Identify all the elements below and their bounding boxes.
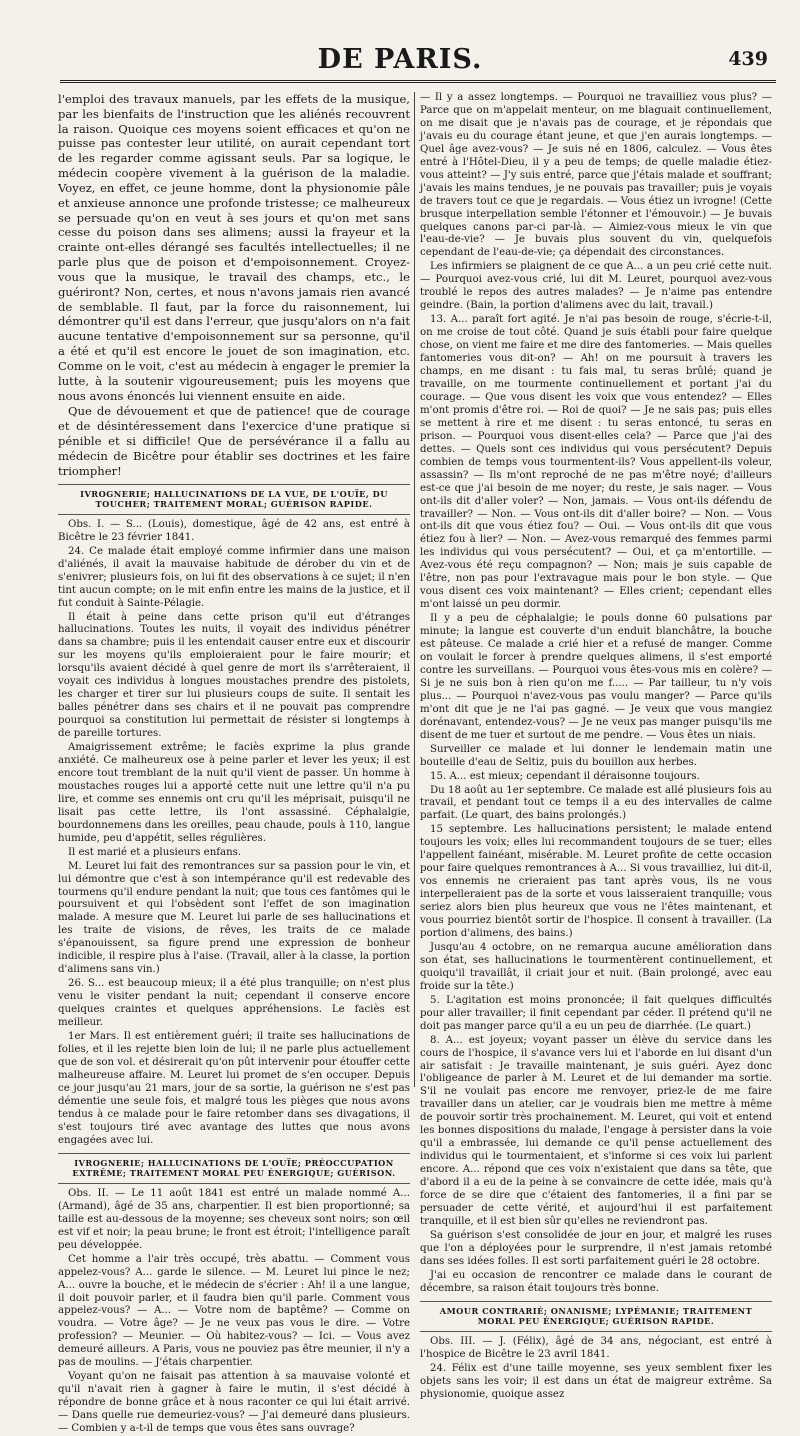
observation-paragraph: 13. A... paraît fort agité. Je n'ai pas besoin de rouge, s'écrie-t-il, on me croise de tout côté. Quand je suis établi pour faire quelque chose, on vient me faire et me dire des fantomeries. — Mais quelles fantomeries vous dit-on? — Ah! on me poursuit à travers les champs, en me disant : tu fais mal, tu seras brûlé; quand je travaille, on me tourmente continuellement et portant j'ai du courage. — Que vous disent les voix que vous entendez? — Elles m'ont promis d'être roi. — Roi de quoi? — Je ne sais pas; puis elles se mettent à rire et me disent : tu seras entoncé, tu seras en prison. — Pourquoi vous disent-elles cela? — Parce que j'ai des dettes. — Quels sont ces individus qui vous persécutent? Depuis combien de temps vous tourmentent-ils? Vous appellent-ils voleur, assassin? — Ils m'ont reproché de ne pas m'être noyé; d'ailleurs est-ce que j'ai besoin de me noyer; du reste, je sais nager. — Vous ont-ils dit d'aller voler? — Non, jamais. — Vous ont-ils défendu de travailler? — Non. — Vous ont-ils dit d'aller boire? — Non. — Vous ont-ils dit que vous étiez fou? — Oui. — Vous ont-ils dit que vous étiez fou à lier? — Non. — Avez-vous remarqué des femmes parmi les individus qui vous persécutent? — Oui, et ça m'entortille. — Avez-vous été reçu compagnon? — Non; mais je suis capable de l'être, non pas pour l'extravague mais pour le bon style. — Que vous disent ces voix maintenant? — Elles crient; cependant elles m'ont laissé un peu dormir. [420, 314, 772, 611]
observation-paragraph: 1er Mars. Il est entièrement guéri; il traite ses hallucinations de folies, et il les rejette bien loin de lui; il ne parle plus actuellement que de son vol. et désirerait qu'on pût intervenir pour étouffer cette malheureuse affaire. M. Leuret lui promet de s'en occuper. Depuis ce jour jusqu'au 21 mars, jour de sa sortie, la guérison ne s'est pas démentie une seule fois, et malgré tous les pièges que nous avons tendus à ce malade pour le faire retomber dans ses divagations, il s'est toujours tiré avec avantage des luttes que nous avons engagées avec lui. [58, 1031, 410, 1146]
section-heading: AMOUR CONTRARIÉ; ONANISME; LYPÉMANIE; TRAITEMENT MORAL PEU ÉNERGIQUE; GUÉRISON RAPIDE. [420, 1301, 772, 1332]
right-column [420, 92, 772, 1400]
observation-paragraph: Jusqu'au 4 octobre, on ne remarqua aucune amélioration dans son état, ses hallucinations le tourmentèrent continuellement, et quoiqu'il travaillât, il criait jour et nuit. (Bain prolongé, avec eau froide sur la tête.) [420, 941, 772, 992]
observation-paragraph: Voyant qu'on ne faisait pas attention à sa mauvaise volonté et qu'il n'avait rien à gagner à faire le mutin, il s'est décidé à répondre de bonne grâce et à nous raconter ce qui lui était arrivé. — Dans quelle rue demeuriez-vous? — J'ai demeuré dans plusieurs. — Combien y a-t-il de temps que vous êtes sans ouvrage? [58, 1371, 410, 1435]
masthead-title: DE PARIS. [317, 44, 483, 75]
left-column [58, 92, 410, 1435]
intro-paragraph: l'emploi des travaux manuels, par les effets de la musique, par les bienfaits de l'instruction que les aliénés recouvrent la raison. Quoique ces moyens soient efficaces et qu'on ne puisse pas contester leur utilité, on aurait cependant tort de les regarder comme agissant seuls. Par sa logique, le médecin coopère vivement à la guérison de la maladie. Voyez, en effet, ce jeune homme, dont la physionomie pâle et anxieuse annonce une profonde tristesse; ce malheureux se persuade qu'on en veut à ses jours et qu'on met sans cesse du poison dans ses alimens; aussi la frayeur et la crainte ont-elles dérangé ses facultés intellectuelles; il ne parle plus que de poison et d'empoisonnement. Croyez-vous que la musique, le travail des champs, etc., le guériront? Non, certes, et nous n'avons jamais rien avancé de semblable. Il faut, par la force du raisonnement, lui démontrer qu'il est dans l'erreur, que jusqu'alors on n'a fait aucune tentative d'empoisonnement sur sa personne, qu'il a été et qu'il est encore le jouet de son imagination, etc. Comme on le voit, c'est au médecin à engager le premier la lutte, à la soutenir vigoureusement; puis les moyens que nous avons énoncés lui viennent ensuite en aide. [58, 92, 410, 403]
observation-paragraph: Du 18 août au 1er septembre. Ce malade est allé plusieurs fois au travail, et pendant tout ce temps il a eu des intervalles de calme parfait. (Le quart, des bains prolongés.) [420, 784, 772, 822]
observation-paragraph: 24. Félix est d'une taille moyenne, ses yeux semblent fixer les objets sans les voir; il est dans un état de maigreur extrême. Sa physionomie, quoique assez [420, 1362, 772, 1400]
observation-paragraph: Obs. II. — Le 11 août 1841 est entré un malade nommé A... (Armand), âgé de 35 ans, charpentier. Il est bien proportionné; sa taille est au-dessous de la moyenne; ses cheveux sont noirs; son œil est vif et noir; la peau brune; le front est étroit; l'intelligence paraît peu développée. [58, 1187, 410, 1251]
masthead [0, 38, 800, 86]
observation-paragraph: J'ai eu occasion de rencontrer ce malade dans le courant de décembre, sa raison était toujours très bonne. [420, 1269, 772, 1294]
observation-paragraph: Il y a peu de céphalalgie; le pouls donne 60 pulsations par minute; la langue est couverte d'un enduit blanchâtre, la bouche est pâteuse. Ce malade a crié hier et a refusé de manger. Comme on voulait le forcer à prendre quelques alimens, il s'est emporté contre les surveillans. — Pourquoi vous êtes-vous mis en colère? — Si je ne suis bon à rien qu'on me f..... — Par tailleur, tu n'y vois plus... — Pourquoi n'avez-vous pas voulu manger? — Parce qu'ils m'ont dit que je ne l'ai pas gagné. — Je veux que vous mangiez dorénavant, entendez-vous? — Je ne veux pas manger puisqu'ils me disent de me tuer et surtout de me pendre. — Vous êtes un niais. [420, 613, 772, 741]
observation-paragraph: M. Leuret lui fait des remontrances sur sa passion pour le vin, et lui démontre que c'est à son intempérance qu'il est redevable des tourmens qu'il endure pendant la nuit; que tous ces fantômes qui le poursuivent et qui l'obsèdent sont l'effet de son imagination malade. A mesure que M. Leuret lui parle de ses hallucinations et les traite de visions, de rêves, les traits de ce malade s'épanouissent, sa figure prend une expression de bonheur indicible, il respire plus à l'aise. (Travail, aller à la classe, la portion d'alimens sans vin.) [58, 860, 410, 976]
observation-paragraph: Obs. III. — J. (Félix), âgé de 34 ans, négociant, est entré à l'hospice de Bicêtre le 23 avril 1841. [420, 1336, 772, 1360]
column-divider [414, 92, 415, 1087]
observation-paragraph: Les infirmiers se plaignent de ce que A... a un peu crié cette nuit. — Pourquoi avez-vous crié, lui dit M. Leuret, pourquoi avez-vous troublé le repos des autres malades? — Je n'aime pas entendre geindre. (Bain, la portion d'alimens avec du lait, travail.) [420, 261, 772, 312]
observation-paragraph: Sa guérison s'est consolidée de jour en jour, et malgré les ruses que l'on a déployées pour le surprendre, il n'est jamais retombé dans ses idées folles. Il est sorti parfaitement guéri le 28 octobre. [420, 1229, 772, 1267]
observation-paragraph: 15. A... est mieux; cependant il déraisonne toujours. [430, 770, 700, 782]
intro-paragraph: Que de dévouement et que de patience! que de courage et de désintéressement dans l'exercice d'une pratique si pénible et si difficile! Que de persévérance il a fallu au médecin de Bicêtre pour établir ses doctrines et les faire triompher! [58, 404, 410, 478]
page-number: 439 [728, 48, 768, 70]
observation-paragraph: 15 septembre. Les hallucinations persistent; le malade entend toujours les voix; elles lui recommandent toujours de se tuer; elles l'appellent fainéant, misérable. M. Leuret profite de cette occasion pour faire quelques remontrances à A... Si vous travailliez, lui dit-il, vos ennemis ne crieraient pas tant après vous, ils ne vous interpelleraient pas de la sorte et vous laisseraient tranquille; vous seriez alors bien plus heureux que vous ne l'êtes maintenant, et vous pourriez bientôt sortir de l'hospice. Il consent à travailler. (La portion d'alimens, des bains.) [420, 824, 772, 939]
observation-paragraph: Cet homme a l'air très occupé, très abattu. — Comment vous appelez-vous? A... garde le silence. — M. Leuret lui pince le nez; A... ouvre la bouche, et le médecin de s'écrier : Ah! il a une langue, il doit pouvoir parler, et il faudra bien qu'il parle. Comment vous appelez-vous? — A... — Votre nom de baptême? — Comme on voudra. — Votre âge? — Je ne veux pas vous le dire. — Votre profession? — Meunier. — Où habitez-vous? — Ici. — Vous avez demeuré ailleurs. A Paris, vous ne pouviez pas être meunier, il n'y a pas de moulins. — J'étais charpentier. [58, 1253, 410, 1369]
section-heading: IVROGNERIE; HALLUCINATIONS DE L'OUÏE; PRÉOCCUPATION EXTRÊME; TRAITEMENT MORAL PEU ÉNERGIQUE; GUÉRISON. [58, 1153, 410, 1184]
observation-paragraph: 24. Ce malade était employé comme infirmier dans une maison d'aliénés, il avait la mauvaise habitude de dérober du vin et de s'enivrer; plusieurs fois, on lui fit des observations à ce sujet; il n'en tint aucun compte; on le mit enfin entre les mains de la justice, et il fut conduit à Sainte-Pélagie. [58, 545, 410, 609]
masthead-rule [60, 80, 776, 83]
observation-paragraph: 26. S... est beaucoup mieux; il a été plus tranquille; on n'est plus venu le visiter pendant la nuit; cependant il conserve encore quelques craintes et quelques appréhensions. Le faciès est meilleur. [58, 978, 410, 1029]
section-heading: IVROGNERIE; HALLUCINATIONS DE LA VUE, DE L'OUÏE, DU TOUCHER; TRAITEMENT MORAL; GUÉRISON RAPIDE. [58, 484, 410, 515]
observation-paragraph: Amaigrissement extrême; le faciès exprime la plus grande anxiété. Ce malheureux ose à peine parler et lever les yeux; il est encore tout tremblant de la nuit qu'il vient de passer. Un homme à moustaches rouges lui a apporté cette nuit une lettre qu'il n'a pu lire, et comme ses ennemis ont cru qu'il les méprisait, puisqu'il ne lisait pas cette lettre, ils l'ont assassiné. Céphalalgie, bourdonnemens dans les oreilles, peau chaude, pouls à 110, langue humide, peu d'appétit, selles régulières. [58, 742, 410, 844]
observation-paragraph: Il était à peine dans cette prison qu'il eut d'étranges hallucinations. Toutes les nuits, il voyait des individus pénétrer dans sa chambre; puis il les entendait causer entre eux et discourir sur les moyens qu'ils emploieraient pour le faire mourir; et lorsqu'ils avaient décidé à quel genre de mort ils s'arrêteraient, il voyait ces individus à longues moustaches prendre des pistolets, les charger et tirer sur lui plusieurs coups de suite. Il sentait les balles pénétrer dans ses chairs et il ne pouvait pas comprendre pourquoi sa constitution lui permettait de résister si longtemps à de pareille tortures. [58, 611, 410, 740]
observation-paragraph: Surveiller ce malade et lui donner le lendemain matin une bouteille d'eau de Seltiz, puis du bouillon aux herbes. [420, 743, 772, 768]
observation-paragraph: Obs. I. — S... (Louis), domestique, âgé de 42 ans, est entré à Bicêtre le 23 février 1841. [58, 518, 410, 543]
observation-paragraph: 8. A... est joyeux; voyant passer un élève du service dans les cours de l'hospice, il s'avance vers lui et l'aborde en lui disant d'un air satisfait : Je travaille maintenant, je suis guéri. Ayez donc l'obligeance de parler à M. Leuret et de lui demander ma sortie. S'il ne voulait pas encore me renvoyer, priez-le de me faire travailler dans un atelier, car je voudrais bien me mettre à même de pouvoir sortir très prochainement. M. Leuret, qui voit et entend les bonnes dispositions du malade, l'engage à persister dans la voie qu'il a embrassée, lui demande ce qu'il pense actuellement des individus qui le tourmentaient, et s'informe si ces voix lui parlent encore. A... répond que ces voix n'existaient que dans sa tête, que d'abord il a eu de la peine à se convaincre de cette idée, mais qu'à force de se dire que c'étaient des fantomeries, il a fini par se persuader de cette vérité, et aujourd'hui il est parfaitement tranquille, et il est bien sûr qu'elles ne reviendront pas. [420, 1034, 772, 1227]
observation-paragraph: Il est marié et a plusieurs enfans. [68, 846, 242, 858]
observation-paragraph: 5. L'agitation est moins prononcée; il fait quelques difficultés pour aller travailler; il finit cependant par céder. Il prétend qu'il ne doit pas manger parce qu'il a eu un peu de diarrhée. (Le quart.) [420, 994, 772, 1032]
observation-paragraph: — Il y a assez longtemps. — Pourquoi ne travailliez vous plus? — Parce que on m'appelait menteur, on me blaguait continuellement, on me disait que je n'avais pas de courage, et je répondais que j'avais eu du courage étant jeune, et que j'en aurais longtemps. — Quel âge avez-vous? — Je suis né en 1806, calculez. — Vous êtes entré à l'Hôtel-Dieu, il y a peu de temps; de quelle maladie étiez-vous atteint? — J'y suis entré, parce que j'étais malade et souffrant; j'avais les mains tendues, je ne pouvais pas travailler; puis je voyais de travers tout ce que je regardais. — Vous étiez un ivrogne! (Cette brusque interpellation semble l'étonner et l'émouvoir.) — Je buvais quelques canons par-ci par-là. — Aimiez-vous mieux le vin que l'eau-de-vie? — Je buvais plus souvent du vin, quelquefois cependant de l'eau-de-vie; ça dépendait des circonstances. [420, 92, 772, 259]
